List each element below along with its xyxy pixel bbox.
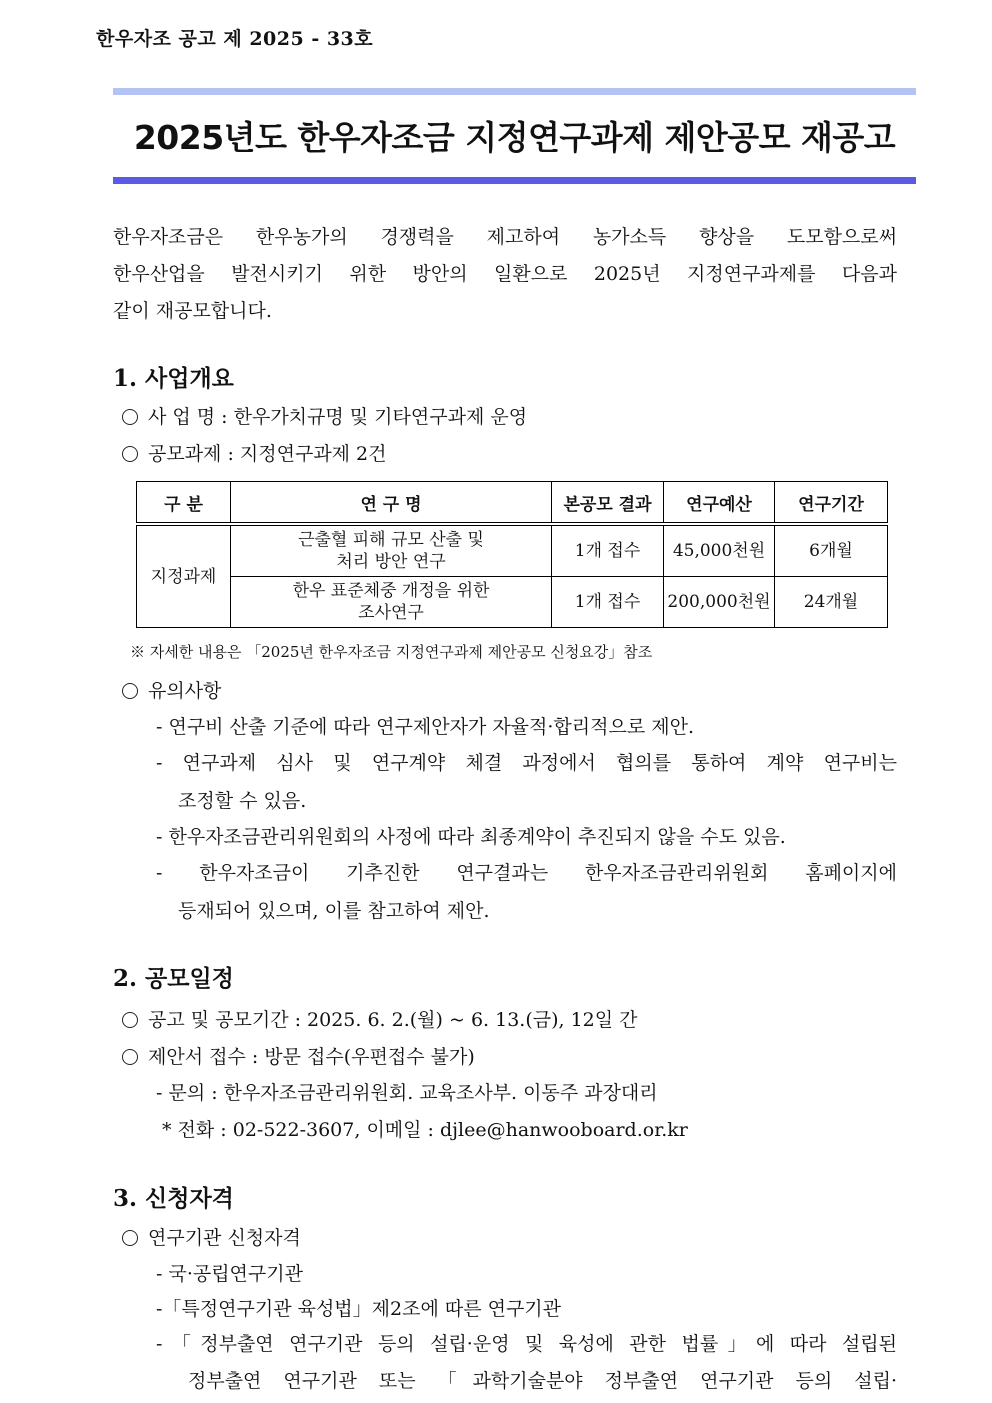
project-table — [136, 481, 888, 628]
table-row — [137, 577, 888, 628]
caution-line-6: 등재되어 있으며, 이를 참고하여 제안. — [178, 900, 490, 922]
section-2-item-2-text: 제안서 접수 : 방문 접수(우편접수 불가) — [148, 1046, 475, 1068]
table-category-cell: 지정과제 — [137, 524, 231, 628]
caution-line-5: - 한우자조금이 기추진한 연구결과는 한우자조금관리위원회 홈페이지에 — [156, 862, 897, 884]
caution-line-1: - 연구비 산출 기준에 따라 연구제안자가 자율적·합리적으로 제안. — [156, 716, 694, 738]
contact-line: - 문의 : 한우자조금관리위원회. 교육조사부. 이동주 과장대리 — [156, 1082, 658, 1104]
table-cell-budget: 200,000천원 — [664, 577, 775, 628]
table-header: 본공모 결과 — [552, 482, 664, 525]
bullet-circle-icon — [122, 446, 138, 462]
eligibility-line-4: 정부출연 연구기관 또는 「과학기술분야 정부출연 연구기관 등의 설립· — [188, 1370, 897, 1392]
table-note: ※ 자세한 내용은 「2025년 한우자조금 지정연구과제 제안공모 신청요강」참조 — [130, 643, 653, 661]
section-1-item-2 — [122, 439, 387, 466]
eligibility-line-2: -「특정연구기관 육성법」제2조에 따른 연구기관 — [156, 1298, 561, 1320]
section-3-item-1-text: 연구기관 신청자격 — [148, 1227, 301, 1249]
bullet-circle-icon — [122, 1230, 138, 1246]
caution-title-text: 유의사항 — [148, 680, 222, 702]
eligibility-line-3: -「정부출연 연구기관 등의 설립·운영 및 육성에 관한 법률」에 따라 설립된 — [156, 1333, 897, 1355]
table-header: 연구기간 — [775, 482, 888, 525]
section-2-item-1-text: 공고 및 공모기간 : 2025. 6. 2.(월) ~ 6. 13.(금), 12일 간 — [148, 1009, 638, 1031]
section-1-heading: 1. 사업개요 — [113, 365, 234, 392]
section-2-item-2 — [122, 1042, 475, 1069]
intro-line-1: 한우자조금은 한우농가의 경쟁력을 제고하여 농가소득 향상을 도모함으로써 — [113, 226, 897, 248]
section-3-heading: 3. 신청자격 — [113, 1185, 234, 1212]
table-cell-period: 6개월 — [775, 524, 888, 577]
section-1-item-1 — [122, 402, 527, 429]
caution-line-2: - 연구과제 심사 및 연구계약 체결 과정에서 협의를 통하여 계약 연구비는 — [156, 752, 897, 774]
table-cell-name — [231, 577, 552, 628]
document-number: 한우자조 공고 제 2025 - 33호 — [96, 28, 374, 50]
bullet-circle-icon — [122, 1012, 138, 1028]
bullet-circle-icon — [122, 1049, 138, 1065]
table-cell-result: 1개 접수 — [552, 524, 664, 577]
page-title: 2025년도 한우자조금 지정연구과제 제안공모 재공고 — [133, 118, 896, 157]
section-2-item-1 — [122, 1005, 638, 1032]
table-cell-result: 1개 접수 — [552, 577, 664, 628]
table-cell-period: 24개월 — [775, 577, 888, 628]
name-line-1: 근출혈 피해 규모 산출 및 — [298, 530, 484, 550]
bullet-circle-icon — [122, 683, 138, 699]
phone-email-line: * 전화 : 02-522-3607, 이메일 : djlee@hanwooboard.or.kr — [162, 1119, 688, 1141]
table-row — [137, 524, 888, 577]
section-1-item-1-text: 사 업 명 : 한우가치규명 및 기타연구과제 운영 — [148, 406, 528, 428]
table-header-row — [137, 482, 888, 525]
title-top-rule — [113, 88, 916, 95]
caution-heading — [122, 676, 221, 703]
caution-line-3: 조정할 수 있음. — [178, 790, 307, 812]
name-line-1: 한우 표준체중 개정을 위한 — [292, 581, 490, 601]
section-1-item-2-text: 공모과제 : 지정연구과제 2건 — [148, 443, 387, 465]
section-3-item-1 — [122, 1223, 301, 1250]
section-2-heading: 2. 공모일정 — [113, 965, 234, 992]
table-cell-budget: 45,000천원 — [664, 524, 775, 577]
table-header: 연구예산 — [664, 482, 775, 525]
table-header: 구 분 — [137, 482, 231, 525]
name-line-2: 처리 방안 연구 — [336, 552, 446, 572]
table-cell-name — [231, 524, 552, 577]
intro-line-2: 한우산업을 발전시키기 위한 방안의 일환으로 2025년 지정연구과제를 다음과 — [113, 263, 897, 285]
caution-line-4: - 한우자조금관리위원회의 사정에 따라 최종계약이 추진되지 않을 수도 있음. — [156, 826, 786, 848]
bullet-circle-icon — [122, 409, 138, 425]
title-bottom-rule — [113, 177, 916, 184]
intro-line-3: 같이 재공모합니다. — [113, 300, 272, 322]
table-header: 연 구 명 — [231, 482, 552, 525]
name-line-2: 조사연구 — [358, 603, 424, 623]
eligibility-line-1: - 국·공립연구기관 — [156, 1263, 303, 1285]
